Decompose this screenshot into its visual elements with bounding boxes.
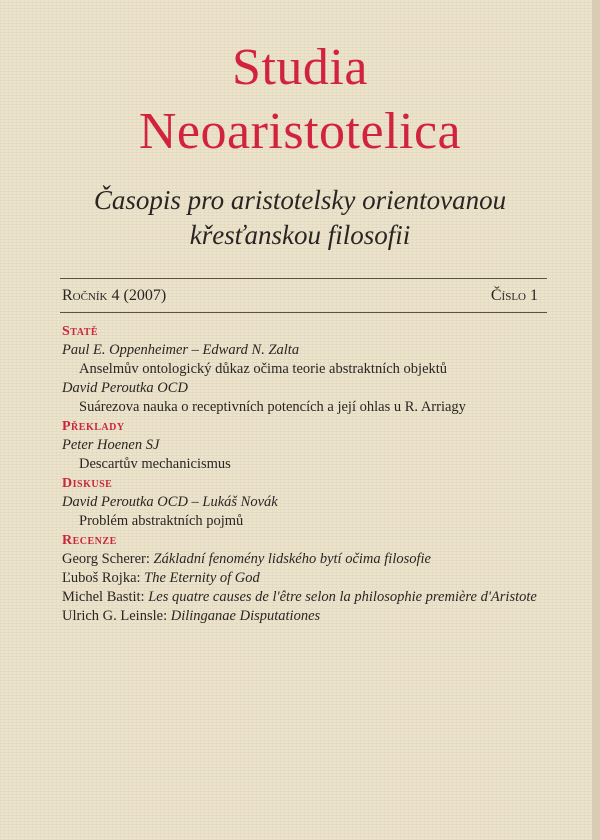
section-heading-diskuse: Diskuse xyxy=(62,476,113,491)
reviewed-book: The Eternity of God xyxy=(144,570,260,586)
reviewed-book: Základní fenomény lidského bytí očima filosofie xyxy=(153,551,431,567)
reviewer-name: Ľuboš Rojka: xyxy=(62,570,141,586)
table-of-contents xyxy=(62,322,557,626)
review-line xyxy=(62,607,557,626)
review-line xyxy=(62,588,557,607)
reviewer-name: Georg Scherer: xyxy=(62,551,150,567)
top-rule xyxy=(60,278,547,279)
review-line xyxy=(62,550,557,569)
journal-title-line1: Studia xyxy=(232,39,368,96)
issue-label: Číslo 1 xyxy=(490,287,538,304)
bottom-rule xyxy=(60,312,547,313)
volume-label: Ročník 4 (2007) xyxy=(62,287,167,304)
reviewed-book: Dilinganae Disputationes xyxy=(170,608,321,624)
section-heading-preklady: Překlady xyxy=(62,419,125,434)
reviewed-book: Les quatre causes de l'être selon la philosophie première d'Aristote xyxy=(148,589,537,605)
reviewer-name: Michel Bastit: xyxy=(62,589,145,605)
journal-subtitle-line1: Časopis pro aristotelsky orientovanou xyxy=(93,185,507,215)
volume-line xyxy=(62,287,538,305)
article-title: Suárezova nauka o receptivních potencích a její ohlas u R. Arriagy xyxy=(79,399,466,415)
article-title: Anselmův ontologický důkaz očima teorie abstraktních objektů xyxy=(79,361,448,377)
author-line: Paul E. Oppenheimer – Edward N. Zalta xyxy=(62,342,300,358)
journal-title-line2: Neoaristotelica xyxy=(138,103,462,160)
article-title: Descartův mechanicismus xyxy=(79,456,231,472)
journal-subtitle-line2: křesťanskou filosofii xyxy=(189,220,411,250)
author-line: David Peroutka OCD xyxy=(62,380,188,396)
author-line: Peter Hoenen SJ xyxy=(62,437,160,453)
reviewer-name: Ulrich G. Leinsle: xyxy=(62,608,168,624)
section-heading-state: Statě xyxy=(62,324,99,339)
article-title: Problém abstraktních pojmů xyxy=(79,513,244,529)
author-line: David Peroutka OCD – Lukáš Novák xyxy=(62,494,278,510)
section-heading-recenze: Recenze xyxy=(62,533,117,548)
review-line xyxy=(62,569,557,588)
